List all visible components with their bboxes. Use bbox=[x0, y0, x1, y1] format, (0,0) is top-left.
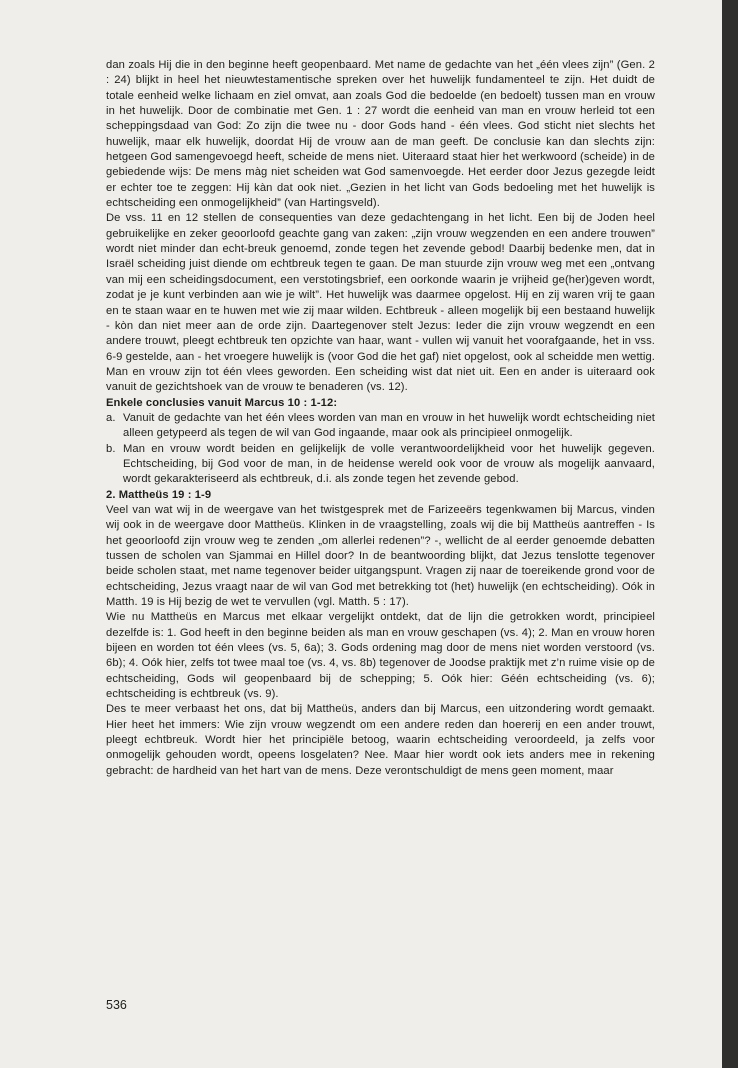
paragraph: Des te meer verbaast het ons, dat bij Mattheüs, anders dan bij Marcus, een uitzondering wordt gemaakt. Hier heet het immers: Wie zijn vrouw wegzendt om een andere reden dan hoererij en een ander trouwt, pleegt echtbreuk. Wordt hier het principiële betoog, waarin echtscheiding veroordeeld, ja zelfs voor onmogelijk gehouden wordt, opeens losgelaten? Nee. Maar hier wordt ook iets anders mee in rekening gebracht: de hardheid van het hart van de mens. Deze verontschuldigt de mens geen moment, maar bbox=[106, 703, 655, 777]
list-item bbox=[106, 442, 655, 488]
list-marker: a. bbox=[106, 411, 116, 424]
paragraph: Veel van wat wij in de weergave van het twistgesprek met de Farizeeërs tegenkwamen bij Marcus, vinden wij ook in de weergave door Mattheüs. Klinken in de vraagstelling, zoals wij die bij Mattheüs aantreffen - Is het geoorloofd zijn vrouw weg te zenden „om allerlei redenen”? -, wellicht de al eerder genoemde debatten tussen de scholen van Sjammai en Hillel door? In de beantwoording blijkt, dat Jezus tenslotte tegenover beide scholen staat, met name tegenover beider uitgangspunt. Vragen zij naar de toereikende grond voor de echtscheiding, Jezus vraagt naar de wil van God met betrekking tot (het) huwelijk (en echtscheiding). Oók in Matth. 19 is Hij bezig de wet te vervullen (vgl. Matth. 5 : 17). bbox=[106, 503, 655, 609]
list-item-text: Vanuit de gedachte van het één vlees worden van man en vrouw in het huwelijk wordt echtscheiding niet alleen getypeerd als tegen de wil van God ingaande, maar ook als principieel onmogelijk. bbox=[123, 411, 655, 440]
section-heading: 2. Mattheüs 19 : 1-9 bbox=[106, 488, 212, 501]
list-marker: b. bbox=[106, 442, 116, 455]
list-item-text: Man en vrouw wordt beiden en gelijkelijk de volle verantwoordelijkheid voor het huwelijk gegeven. Echtscheiding, bij God voor de man, in de heidense wereld ook voor de vrouw als mogelijk aanvaard, wordt gekarakteriseerd als echtbreuk, d.i. als zonde tegen het zevende gebod. bbox=[123, 442, 655, 486]
conclusions-list bbox=[106, 411, 655, 488]
list-item bbox=[106, 411, 655, 442]
paragraph: De vss. 11 en 12 stellen de consequenties van deze gedachtengang in het licht. Een bij de Joden heel gebruikelijke en zeker geoorloofd geachte gang van zaken: „zijn vrouw wegzenden en een andere trouwen” wordt niet minder dan echt-breuk genoemd, zonde tegen het zevende gebod! Daarbij bedenke men, dat in Israël scheiding juist diende om echtbreuk tegen te gaan. De man stuurde zijn vrouw weg met een „ontvang van mij een scheidingsdocument, een verstotingsbrief, een oorkonde waarin je vrijheid ge(her)geven wordt, zodat je je kunt verbinden aan wie je wilt”. Het huwelijk was daarmee opgelost. Hij en zij waren vrij te gaan en te staan waar en te huwen met wie zij maar wilden. Echtbreuk - alleen mogelijk bij een bestaand huwelijk - kòn dan niet meer aan de orde zijn. Daartegenover stelt Jezus: Ieder die zijn vrouw wegzendt en een andere trouwt, pleegt echtbreuk ten opzichte van haar, want - vullen wij vanuit het voorafgaande, het in vss. 6-9 gestelde, aan - het vroegere huwelijk is (voor God die het gaf) niet opgelost, ook al scheidde men wettig. Man en vrouw zijn tot één vlees geworden. Een scheiding wist dat niet uit. Een en ander is uiteraard ook vanuit de gezichtshoek van de vrouw te benaderen (vs. 12). bbox=[106, 212, 655, 394]
conclusions-heading: Enkele conclusies vanuit Marcus 10 : 1-12: bbox=[106, 396, 338, 409]
text-column bbox=[106, 58, 655, 779]
scan-edge bbox=[722, 0, 738, 1068]
paragraph: Wie nu Mattheüs en Marcus met elkaar vergelijkt ontdekt, dat de lijn die getrokken wordt, principieel dezelfde is: 1. God heeft in den beginne beiden als man en vrouw geschapen (vs. 4); 2. Man en vrouw horen bijeen en worden tot één vlees (vs. 5, 6a); 3. Gods ordening mag door de mens niet worden verstoord (vs. 6b); 4. Oók hier, zelfs tot twee maal toe (vs. 4, vs. 8b) tegenover de Joodse praktijk met z’n ruime visie op de echtscheiding, Gods wil geopenbaard bij de schepping; 5. Oók hier: Géén echtscheiding (vs. 6); echtscheiding is echtbreuk (vs. 9). bbox=[106, 611, 655, 701]
paragraph: dan zoals Hij die in den beginne heeft geopenbaard. Met name de gedachte van het „één vlees zijn” (Gen. 2 : 24) blijkt in heel het nieuwtestamentische spreken over het huwelijk fundamenteel te zijn. Het duidt de totale eenheid welke lichaam en ziel omvat, aan zoals God die bedoelde (en bedoelt) tussen man en vrouw in het huwelijk. Door de combinatie met Gen. 1 : 27 wordt die eenheid van man en vrouw herleid tot een scheppingsdaad van God: Zo zijn die twee nu - door Gods hand - één vlees. God sticht niet slechts het huwelijk, maar elk huwelijk, doordat Hij de vrouw aan de man geeft. De conclusie kan dan slechts zijn: hetgeen God samengevoegd heeft, scheide de mens niet. Uiteraard staat hier het werkwoord (scheide) in de gebiedende wijs: De mens màg niet scheiden wat God samenvoegde. Het eerder door Jezus gezegde leidt er echter toe te zeggen: Hij kàn dat ook niet. „Gezien in het licht van Gods bedoeling met het huwelijk is echtscheiding een onmogelijkheid” (van Hartingsveld). bbox=[106, 59, 655, 210]
page-number: 536 bbox=[106, 998, 127, 1012]
